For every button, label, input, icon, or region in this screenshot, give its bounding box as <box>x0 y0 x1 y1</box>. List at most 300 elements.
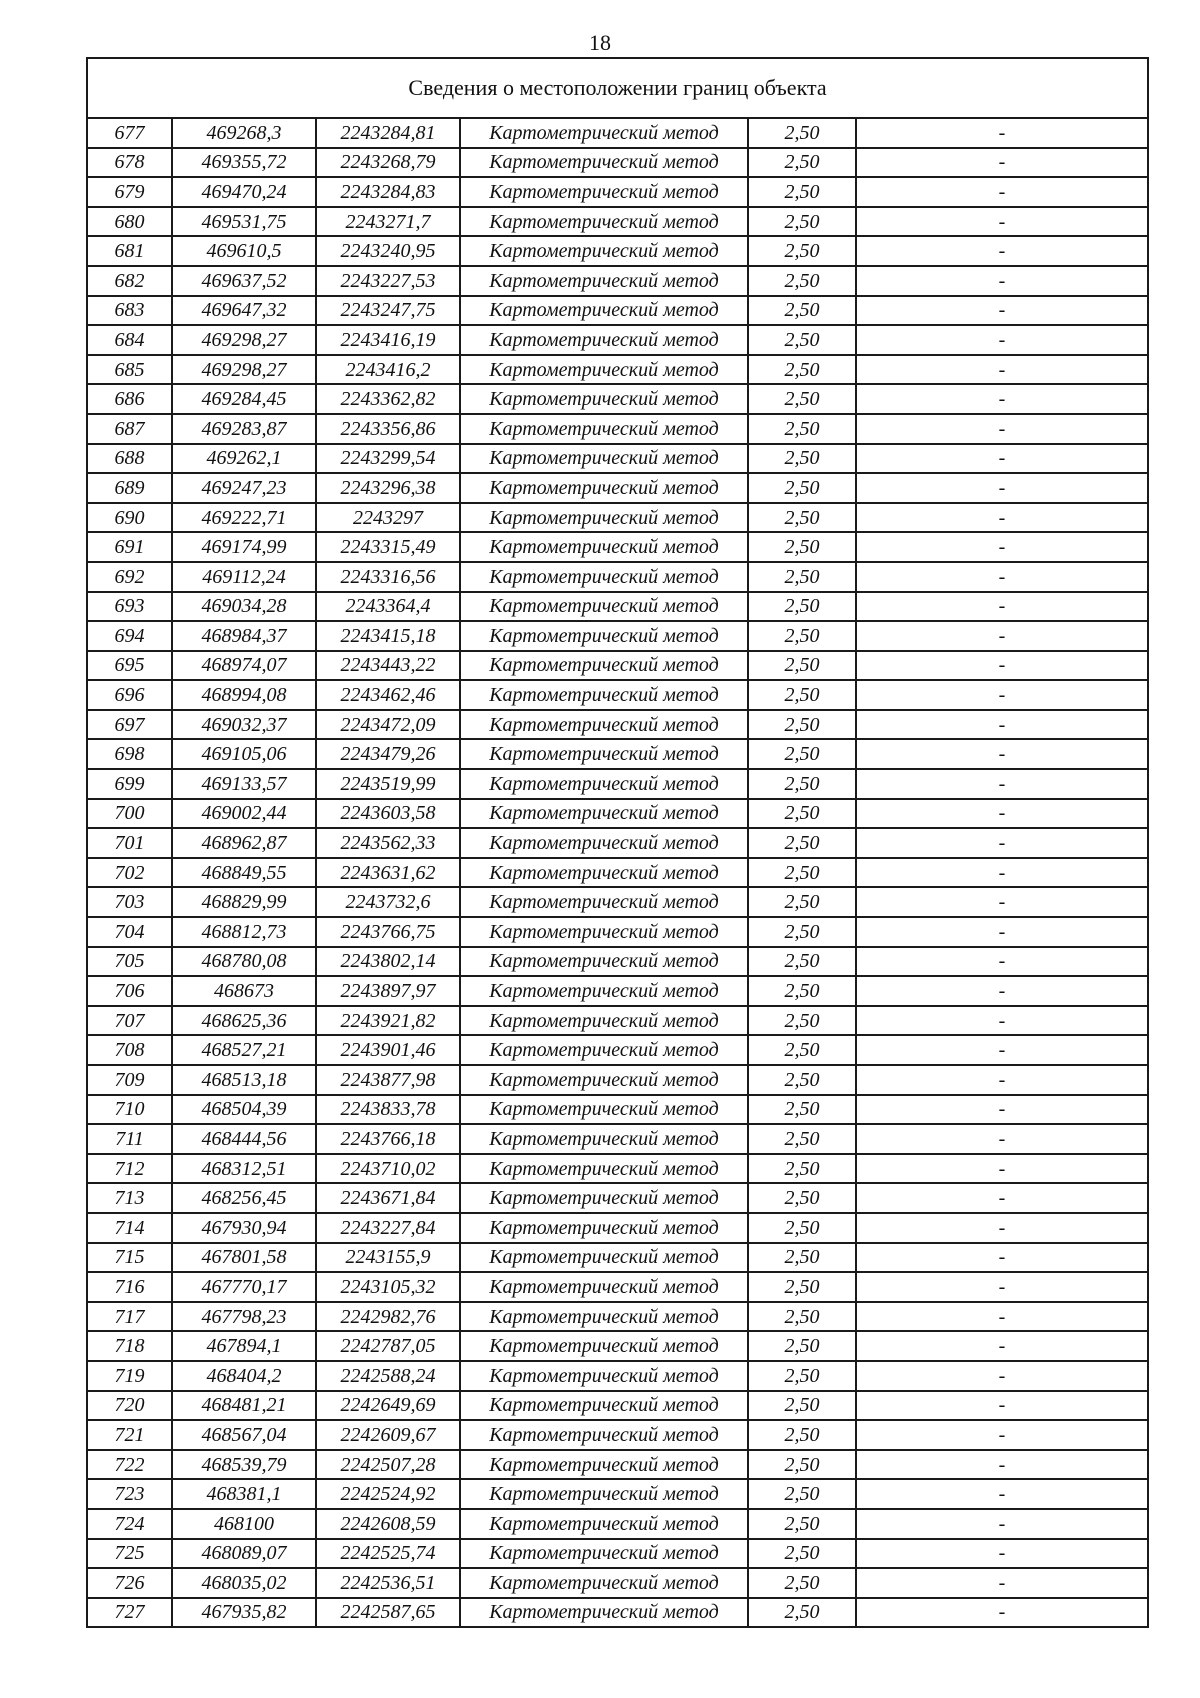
x-coordinate-cell: 468513,18 <box>172 1065 316 1095</box>
y-coordinate-cell: 2242588,24 <box>316 1361 460 1391</box>
table-row <box>87 1509 1148 1539</box>
method-cell: Картометрический метод <box>460 148 748 178</box>
table-row <box>87 177 1148 207</box>
accuracy-cell: 2,50 <box>748 532 856 562</box>
accuracy-cell: 2,50 <box>748 887 856 917</box>
table-row <box>87 1095 1148 1125</box>
method-cell: Картометрический метод <box>460 1598 748 1628</box>
y-coordinate-cell: 2243710,02 <box>316 1154 460 1184</box>
table-row <box>87 384 1148 414</box>
table-row <box>87 769 1148 799</box>
point-number-cell: 719 <box>87 1361 172 1391</box>
description-cell: - <box>856 1302 1148 1332</box>
y-coordinate-cell: 2242525,74 <box>316 1539 460 1569</box>
table-row <box>87 148 1148 178</box>
y-coordinate-cell: 2243240,95 <box>316 236 460 266</box>
table-row <box>87 444 1148 474</box>
x-coordinate-cell: 469112,24 <box>172 562 316 592</box>
y-coordinate-cell: 2243802,14 <box>316 947 460 977</box>
description-cell: - <box>856 177 1148 207</box>
point-number-cell: 689 <box>87 473 172 503</box>
y-coordinate-cell: 2243105,32 <box>316 1272 460 1302</box>
table-row <box>87 1420 1148 1450</box>
description-cell: - <box>856 887 1148 917</box>
description-cell: - <box>856 621 1148 651</box>
x-coordinate-cell: 468962,87 <box>172 828 316 858</box>
accuracy-cell: 2,50 <box>748 562 856 592</box>
description-cell: - <box>856 1331 1148 1361</box>
method-cell: Картометрический метод <box>460 592 748 622</box>
y-coordinate-cell: 2243315,49 <box>316 532 460 562</box>
description-cell: - <box>856 1124 1148 1154</box>
point-number-cell: 708 <box>87 1035 172 1065</box>
accuracy-cell: 2,50 <box>748 1479 856 1509</box>
point-number-cell: 726 <box>87 1568 172 1598</box>
description-cell: - <box>856 769 1148 799</box>
table-row <box>87 473 1148 503</box>
accuracy-cell: 2,50 <box>748 473 856 503</box>
method-cell: Картометрический метод <box>460 325 748 355</box>
table-title-row <box>87 58 1148 118</box>
description-cell: - <box>856 148 1148 178</box>
method-cell: Картометрический метод <box>460 1154 748 1184</box>
y-coordinate-cell: 2243155,9 <box>316 1243 460 1273</box>
description-cell: - <box>856 1361 1148 1391</box>
accuracy-cell: 2,50 <box>748 1065 856 1095</box>
method-cell: Картометрический метод <box>460 1420 748 1450</box>
table-row <box>87 592 1148 622</box>
description-cell: - <box>856 1035 1148 1065</box>
point-number-cell: 701 <box>87 828 172 858</box>
table-row <box>87 976 1148 1006</box>
x-coordinate-cell: 468504,39 <box>172 1095 316 1125</box>
x-coordinate-cell: 468381,1 <box>172 1479 316 1509</box>
point-number-cell: 696 <box>87 680 172 710</box>
table-row <box>87 1391 1148 1421</box>
method-cell: Картометрический метод <box>460 739 748 769</box>
y-coordinate-cell: 2242608,59 <box>316 1509 460 1539</box>
y-coordinate-cell: 2242982,76 <box>316 1302 460 1332</box>
x-coordinate-cell: 469105,06 <box>172 739 316 769</box>
table-row <box>87 266 1148 296</box>
x-coordinate-cell: 469284,45 <box>172 384 316 414</box>
y-coordinate-cell: 2243296,38 <box>316 473 460 503</box>
table-row <box>87 947 1148 977</box>
y-coordinate-cell: 2243284,81 <box>316 118 460 148</box>
table-row <box>87 1124 1148 1154</box>
description-cell: - <box>856 444 1148 474</box>
description-cell: - <box>856 296 1148 326</box>
point-number-cell: 699 <box>87 769 172 799</box>
x-coordinate-cell: 468567,04 <box>172 1420 316 1450</box>
point-number-cell: 680 <box>87 207 172 237</box>
point-number-cell: 718 <box>87 1331 172 1361</box>
description-cell: - <box>856 1006 1148 1036</box>
x-coordinate-cell: 467935,82 <box>172 1598 316 1628</box>
point-number-cell: 686 <box>87 384 172 414</box>
y-coordinate-cell: 2243416,19 <box>316 325 460 355</box>
method-cell: Картометрический метод <box>460 887 748 917</box>
method-cell: Картометрический метод <box>460 562 748 592</box>
y-coordinate-cell: 2243247,75 <box>316 296 460 326</box>
description-cell: - <box>856 1183 1148 1213</box>
description-cell: - <box>856 710 1148 740</box>
accuracy-cell: 2,50 <box>748 799 856 829</box>
point-number-cell: 711 <box>87 1124 172 1154</box>
accuracy-cell: 2,50 <box>748 384 856 414</box>
x-coordinate-cell: 469034,28 <box>172 592 316 622</box>
description-cell: - <box>856 1272 1148 1302</box>
y-coordinate-cell: 2243316,56 <box>316 562 460 592</box>
point-number-cell: 679 <box>87 177 172 207</box>
accuracy-cell: 2,50 <box>748 947 856 977</box>
x-coordinate-cell: 468444,56 <box>172 1124 316 1154</box>
description-cell: - <box>856 532 1148 562</box>
method-cell: Картометрический метод <box>460 1183 748 1213</box>
y-coordinate-cell: 2243227,84 <box>316 1213 460 1243</box>
method-cell: Картометрический метод <box>460 296 748 326</box>
description-cell: - <box>856 592 1148 622</box>
table-row <box>87 207 1148 237</box>
description-cell: - <box>856 858 1148 888</box>
x-coordinate-cell: 469531,75 <box>172 207 316 237</box>
point-number-cell: 683 <box>87 296 172 326</box>
method-cell: Картометрический метод <box>460 207 748 237</box>
table-row <box>87 1243 1148 1273</box>
description-cell: - <box>856 1568 1148 1598</box>
accuracy-cell: 2,50 <box>748 296 856 326</box>
x-coordinate-cell: 467801,58 <box>172 1243 316 1273</box>
y-coordinate-cell: 2242609,67 <box>316 1420 460 1450</box>
method-cell: Картометрический метод <box>460 1243 748 1273</box>
point-number-cell: 725 <box>87 1539 172 1569</box>
accuracy-cell: 2,50 <box>748 828 856 858</box>
description-cell: - <box>856 799 1148 829</box>
method-cell: Картометрический метод <box>460 1213 748 1243</box>
y-coordinate-cell: 2243631,62 <box>316 858 460 888</box>
x-coordinate-cell: 469298,27 <box>172 355 316 385</box>
y-coordinate-cell: 2243766,18 <box>316 1124 460 1154</box>
point-number-cell: 687 <box>87 414 172 444</box>
table-row <box>87 1272 1148 1302</box>
point-number-cell: 722 <box>87 1450 172 1480</box>
x-coordinate-cell: 468673 <box>172 976 316 1006</box>
x-coordinate-cell: 468625,36 <box>172 1006 316 1036</box>
point-number-cell: 685 <box>87 355 172 385</box>
accuracy-cell: 2,50 <box>748 1420 856 1450</box>
table-row <box>87 414 1148 444</box>
accuracy-cell: 2,50 <box>748 444 856 474</box>
method-cell: Картометрический метод <box>460 1124 748 1154</box>
description-cell: - <box>856 325 1148 355</box>
point-number-cell: 682 <box>87 266 172 296</box>
x-coordinate-cell: 468035,02 <box>172 1568 316 1598</box>
method-cell: Картометрический метод <box>460 266 748 296</box>
x-coordinate-cell: 468974,07 <box>172 651 316 681</box>
description-cell: - <box>856 503 1148 533</box>
description-cell: - <box>856 562 1148 592</box>
point-number-cell: 720 <box>87 1391 172 1421</box>
accuracy-cell: 2,50 <box>748 1095 856 1125</box>
x-coordinate-cell: 468527,21 <box>172 1035 316 1065</box>
table-row <box>87 1035 1148 1065</box>
table-row <box>87 1568 1148 1598</box>
description-cell: - <box>856 1479 1148 1509</box>
method-cell: Картометрический метод <box>460 1065 748 1095</box>
description-cell: - <box>856 118 1148 148</box>
page-number: 18 <box>589 30 611 55</box>
table-row <box>87 1154 1148 1184</box>
table-row <box>87 355 1148 385</box>
point-number-cell: 724 <box>87 1509 172 1539</box>
table-row <box>87 1450 1148 1480</box>
x-coordinate-cell: 467770,17 <box>172 1272 316 1302</box>
table-row <box>87 887 1148 917</box>
method-cell: Картометрический метод <box>460 917 748 947</box>
accuracy-cell: 2,50 <box>748 1539 856 1569</box>
method-cell: Картометрический метод <box>460 858 748 888</box>
description-cell: - <box>856 1065 1148 1095</box>
point-number-cell: 697 <box>87 710 172 740</box>
description-cell: - <box>856 828 1148 858</box>
accuracy-cell: 2,50 <box>748 858 856 888</box>
point-number-cell: 717 <box>87 1302 172 1332</box>
point-number-cell: 693 <box>87 592 172 622</box>
description-cell: - <box>856 1450 1148 1480</box>
x-coordinate-cell: 468812,73 <box>172 917 316 947</box>
table-row <box>87 1361 1148 1391</box>
description-cell: - <box>856 1213 1148 1243</box>
method-cell: Картометрический метод <box>460 799 748 829</box>
table-row <box>87 562 1148 592</box>
table-row <box>87 1479 1148 1509</box>
x-coordinate-cell: 469262,1 <box>172 444 316 474</box>
x-coordinate-cell: 469647,32 <box>172 296 316 326</box>
x-coordinate-cell: 467894,1 <box>172 1331 316 1361</box>
y-coordinate-cell: 2243416,2 <box>316 355 460 385</box>
table-row <box>87 1065 1148 1095</box>
x-coordinate-cell: 469133,57 <box>172 769 316 799</box>
method-cell: Картометрический метод <box>460 1450 748 1480</box>
x-coordinate-cell: 467798,23 <box>172 1302 316 1332</box>
point-number-cell: 678 <box>87 148 172 178</box>
y-coordinate-cell: 2243479,26 <box>316 739 460 769</box>
method-cell: Картометрический метод <box>460 118 748 148</box>
x-coordinate-cell: 469222,71 <box>172 503 316 533</box>
accuracy-cell: 2,50 <box>748 680 856 710</box>
accuracy-cell: 2,50 <box>748 325 856 355</box>
description-cell: - <box>856 947 1148 977</box>
method-cell: Картометрический метод <box>460 384 748 414</box>
accuracy-cell: 2,50 <box>748 1183 856 1213</box>
description-cell: - <box>856 355 1148 385</box>
accuracy-cell: 2,50 <box>748 1035 856 1065</box>
x-coordinate-cell: 468984,37 <box>172 621 316 651</box>
point-number-cell: 704 <box>87 917 172 947</box>
table-row <box>87 1598 1148 1628</box>
x-coordinate-cell: 468256,45 <box>172 1183 316 1213</box>
y-coordinate-cell: 2243356,86 <box>316 414 460 444</box>
y-coordinate-cell: 2243833,78 <box>316 1095 460 1125</box>
method-cell: Картометрический метод <box>460 976 748 1006</box>
accuracy-cell: 2,50 <box>748 355 856 385</box>
description-cell: - <box>856 680 1148 710</box>
accuracy-cell: 2,50 <box>748 1568 856 1598</box>
x-coordinate-cell: 469174,99 <box>172 532 316 562</box>
point-number-cell: 716 <box>87 1272 172 1302</box>
y-coordinate-cell: 2243472,09 <box>316 710 460 740</box>
y-coordinate-cell: 2243284,83 <box>316 177 460 207</box>
y-coordinate-cell: 2243271,7 <box>316 207 460 237</box>
method-cell: Картометрический метод <box>460 710 748 740</box>
x-coordinate-cell: 469247,23 <box>172 473 316 503</box>
accuracy-cell: 2,50 <box>748 118 856 148</box>
x-coordinate-cell: 468849,55 <box>172 858 316 888</box>
point-number-cell: 714 <box>87 1213 172 1243</box>
x-coordinate-cell: 468829,99 <box>172 887 316 917</box>
point-number-cell: 715 <box>87 1243 172 1273</box>
method-cell: Картометрический метод <box>460 473 748 503</box>
accuracy-cell: 2,50 <box>748 148 856 178</box>
description-cell: - <box>856 651 1148 681</box>
table-row <box>87 503 1148 533</box>
table-row <box>87 739 1148 769</box>
point-number-cell: 705 <box>87 947 172 977</box>
method-cell: Картометрический метод <box>460 1272 748 1302</box>
point-number-cell: 710 <box>87 1095 172 1125</box>
x-coordinate-cell: 468312,51 <box>172 1154 316 1184</box>
y-coordinate-cell: 2242787,05 <box>316 1331 460 1361</box>
accuracy-cell: 2,50 <box>748 1391 856 1421</box>
table-row <box>87 858 1148 888</box>
y-coordinate-cell: 2242587,65 <box>316 1598 460 1628</box>
table-row <box>87 296 1148 326</box>
table-row <box>87 1006 1148 1036</box>
x-coordinate-cell: 468994,08 <box>172 680 316 710</box>
accuracy-cell: 2,50 <box>748 769 856 799</box>
point-number-cell: 690 <box>87 503 172 533</box>
accuracy-cell: 2,50 <box>748 1213 856 1243</box>
description-cell: - <box>856 1154 1148 1184</box>
description-cell: - <box>856 1420 1148 1450</box>
table-row <box>87 1331 1148 1361</box>
point-number-cell: 721 <box>87 1420 172 1450</box>
accuracy-cell: 2,50 <box>748 1598 856 1628</box>
table-row <box>87 532 1148 562</box>
accuracy-cell: 2,50 <box>748 1006 856 1036</box>
table-row <box>87 710 1148 740</box>
method-cell: Картометрический метод <box>460 1331 748 1361</box>
method-cell: Картометрический метод <box>460 444 748 474</box>
table-title: Сведения о местоположении границ объекта <box>87 58 1148 118</box>
description-cell: - <box>856 1539 1148 1569</box>
accuracy-cell: 2,50 <box>748 266 856 296</box>
description-cell: - <box>856 414 1148 444</box>
point-number-cell: 713 <box>87 1183 172 1213</box>
method-cell: Картометрический метод <box>460 1302 748 1332</box>
accuracy-cell: 2,50 <box>748 592 856 622</box>
accuracy-cell: 2,50 <box>748 1331 856 1361</box>
y-coordinate-cell: 2243362,82 <box>316 384 460 414</box>
accuracy-cell: 2,50 <box>748 1509 856 1539</box>
y-coordinate-cell: 2243364,4 <box>316 592 460 622</box>
method-cell: Картометрический метод <box>460 1509 748 1539</box>
accuracy-cell: 2,50 <box>748 414 856 444</box>
x-coordinate-cell: 469268,3 <box>172 118 316 148</box>
y-coordinate-cell: 2243227,53 <box>316 266 460 296</box>
accuracy-cell: 2,50 <box>748 177 856 207</box>
accuracy-cell: 2,50 <box>748 917 856 947</box>
method-cell: Картометрический метод <box>460 651 748 681</box>
accuracy-cell: 2,50 <box>748 739 856 769</box>
table-row <box>87 651 1148 681</box>
point-number-cell: 698 <box>87 739 172 769</box>
description-cell: - <box>856 473 1148 503</box>
y-coordinate-cell: 2242507,28 <box>316 1450 460 1480</box>
x-coordinate-cell: 469002,44 <box>172 799 316 829</box>
method-cell: Картометрический метод <box>460 1006 748 1036</box>
y-coordinate-cell: 2243877,98 <box>316 1065 460 1095</box>
y-coordinate-cell: 2243268,79 <box>316 148 460 178</box>
description-cell: - <box>856 1509 1148 1539</box>
table-row <box>87 1213 1148 1243</box>
method-cell: Картометрический метод <box>460 769 748 799</box>
table-row <box>87 1539 1148 1569</box>
method-cell: Картометрический метод <box>460 414 748 444</box>
description-cell: - <box>856 976 1148 1006</box>
x-coordinate-cell: 469637,52 <box>172 266 316 296</box>
y-coordinate-cell: 2243462,46 <box>316 680 460 710</box>
y-coordinate-cell: 2243443,22 <box>316 651 460 681</box>
point-number-cell: 695 <box>87 651 172 681</box>
table-row <box>87 621 1148 651</box>
x-coordinate-cell: 468404,2 <box>172 1361 316 1391</box>
x-coordinate-cell: 469470,24 <box>172 177 316 207</box>
accuracy-cell: 2,50 <box>748 1154 856 1184</box>
y-coordinate-cell: 2242536,51 <box>316 1568 460 1598</box>
point-number-cell: 684 <box>87 325 172 355</box>
description-cell: - <box>856 917 1148 947</box>
y-coordinate-cell: 2243603,58 <box>316 799 460 829</box>
y-coordinate-cell: 2243299,54 <box>316 444 460 474</box>
table-body <box>87 58 1148 1627</box>
x-coordinate-cell: 468780,08 <box>172 947 316 977</box>
point-number-cell: 727 <box>87 1598 172 1628</box>
accuracy-cell: 2,50 <box>748 1243 856 1273</box>
method-cell: Картометрический метод <box>460 532 748 562</box>
accuracy-cell: 2,50 <box>748 236 856 266</box>
description-cell: - <box>856 384 1148 414</box>
method-cell: Картометрический метод <box>460 1479 748 1509</box>
description-cell: - <box>856 1598 1148 1628</box>
x-coordinate-cell: 469032,37 <box>172 710 316 740</box>
point-number-cell: 688 <box>87 444 172 474</box>
method-cell: Картометрический метод <box>460 503 748 533</box>
x-coordinate-cell: 467930,94 <box>172 1213 316 1243</box>
y-coordinate-cell: 2243897,97 <box>316 976 460 1006</box>
x-coordinate-cell: 468100 <box>172 1509 316 1539</box>
point-number-cell: 703 <box>87 887 172 917</box>
table-row <box>87 1183 1148 1213</box>
point-number-cell: 692 <box>87 562 172 592</box>
y-coordinate-cell: 2243732,6 <box>316 887 460 917</box>
x-coordinate-cell: 468481,21 <box>172 1391 316 1421</box>
y-coordinate-cell: 2243901,46 <box>316 1035 460 1065</box>
y-coordinate-cell: 2242524,92 <box>316 1479 460 1509</box>
point-number-cell: 707 <box>87 1006 172 1036</box>
accuracy-cell: 2,50 <box>748 1272 856 1302</box>
accuracy-cell: 2,50 <box>748 1124 856 1154</box>
